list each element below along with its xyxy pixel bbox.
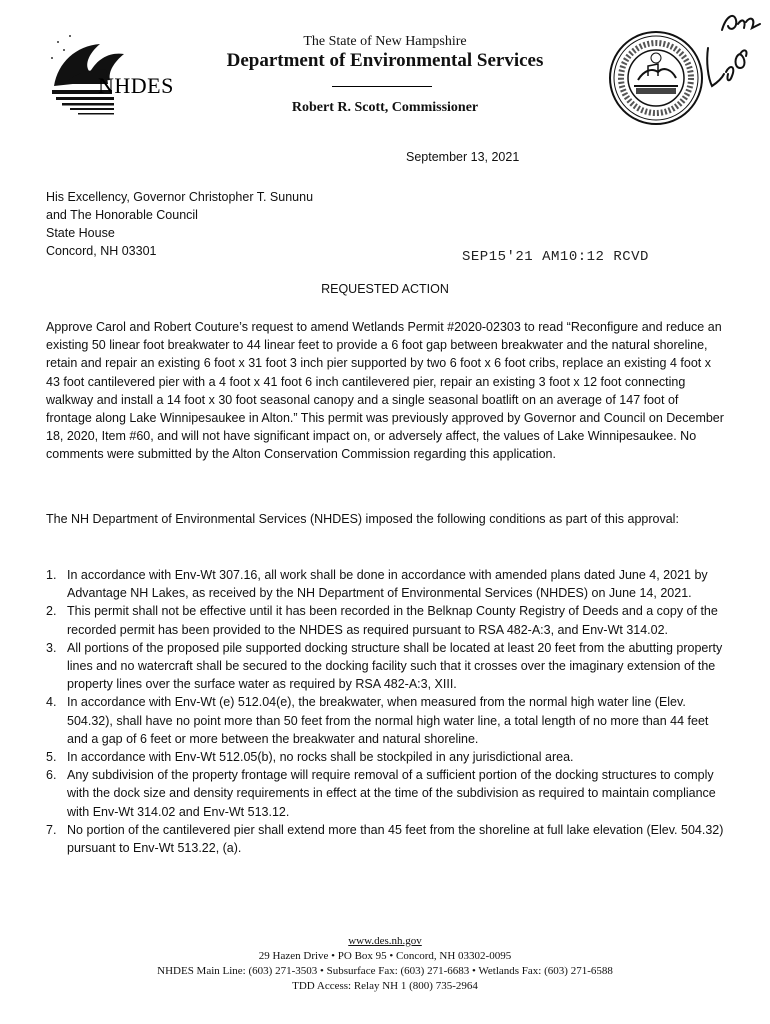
address-line: State House	[46, 226, 115, 240]
received-stamp: SEP15'21 AM10:12 RCVD	[462, 249, 649, 265]
letterhead-state: The State of New Hampshire	[303, 34, 467, 49]
condition-item	[46, 821, 730, 857]
condition-number: 6.	[46, 768, 57, 783]
condition-text: Any subdivision of the property frontage will require removal of a sufficient portion of the docking structures to comply with the dock size and density requirements in effect at the time of the subdivision as required to maintain compliance with Env-Wt 314.02 and Env-Wt 513.12.	[67, 768, 716, 819]
condition-number: 1.	[46, 568, 57, 582]
condition-number: 5.	[46, 750, 57, 765]
letter-date: September 13, 2021	[406, 150, 520, 164]
condition-text: No portion of the cantilevered pier shall extend more than 45 feet from the shoreline at full lake elevation (Elev. 504.32) pursuant to Env-Wt 513.22, (a).	[67, 822, 724, 856]
footer-tdd: TDD Access: Relay NH 1 (800) 735-2964	[292, 980, 478, 992]
condition-number: 7.	[46, 822, 57, 837]
condition-item	[46, 766, 730, 821]
handwriting-icon	[700, 2, 764, 94]
condition-item	[46, 566, 730, 602]
conditions-intro-paragraph: The NH Department of Environmental Services (NHDES) imposed the following conditions as part of this approval:	[46, 512, 679, 526]
condition-number: 2.	[46, 604, 57, 619]
footer-phones: NHDES Main Line: (603) 271-3503 • Subsurface Fax: (603) 271-6683 • Wetlands Fax: (603) 271-6588	[157, 965, 613, 977]
footer-website-link[interactable]: www.des.nh.gov	[348, 935, 422, 947]
condition-text: This permit shall not be effective until it has been recorded in the Belknap County Registry of Deeds and a copy of the recorded permit has been provided to the NHDES as required pursuant to RSA 482-A:3, and Env-Wt 314.02.	[67, 604, 718, 637]
condition-item	[46, 602, 730, 638]
condition-item	[46, 693, 730, 748]
page-footer	[0, 934, 770, 994]
condition-text: All portions of the proposed pile supported docking structure shall be located at least 20 feet from the abutting property lines and no watercraft shall be secured to the docking facility such that it crosses over the imaginary extension of the property lines over the surface water as required by RSA 482-A:3, XIII.	[67, 640, 723, 692]
requested-action-heading: REQUESTED ACTION	[321, 282, 449, 296]
condition-item	[46, 639, 730, 694]
condition-number: 3.	[46, 640, 57, 655]
address-line: His Excellency, Governor Christopher T. Sununu	[46, 190, 314, 204]
footer-address: 29 Hazen Drive • PO Box 95 • Concord, NH 03302-0095	[258, 950, 512, 962]
condition-text: In accordance with Env-Wt 307.16, all work shall be done in accordance with amended plans dated June 4, 2021 by Advantage NH Lakes, as received by the NH Department of Environmental Services (NHDES) on June 14, 2021.	[67, 568, 708, 601]
request-paragraph: Approve Carol and Robert Couture’s request to amend Wetlands Permit #2020-02303 to read “Reconfigure and reduce an existing 50 linear foot breakwater to 44 linear feet to provide a 6 foot gap between breakwater and the natural shoreline, retain and repair an existing 6 foot x 31 foot 3 inch pier supported by two 6 foot x 6 foot cribs, replace an existing 4 foot x 43 foot cantilevered pier with a 4 foot x 41 foot 6 inch cantilevered pier, repair an existing 3 foot x 12 foot connecting walkway and install a 14 foot x 30 foot seasonal canopy and a single seasonal boatlift on an average of 147 foot of frontage along Lake Winnipesaukee in Alton.” This permit was previously approved by Governor and Council on December 18, 2020, Item #60, and will not have significant impact on, or adversely affect, the values of Lake Winnipesaukee. No comments were submitted by the Alton Conservation Commission regarding this application.	[46, 320, 724, 462]
address-line: Concord, NH 03301	[46, 244, 157, 258]
conditions-list	[46, 566, 730, 857]
recipient-address	[46, 188, 313, 260]
letterhead-divider	[332, 86, 432, 87]
address-line: and The Honorable Council	[46, 208, 198, 222]
nhdes-logo-text: NHDES	[98, 73, 174, 98]
condition-text: In accordance with Env-Wt 512.05(b), no rocks shall be stockpiled in any jurisdictional area.	[67, 750, 574, 765]
condition-number: 4.	[46, 695, 57, 710]
condition-item	[46, 748, 730, 766]
state-seal-icon	[608, 30, 704, 126]
letterhead-commissioner: Robert R. Scott, Commissioner	[291, 100, 479, 115]
condition-text: In accordance with Env-Wt (e) 512.04(e), the breakwater, when measured from the normal high water line (Elev. 504.32), shall have no point more than 50 feet from the normal high water line, a total length of no more than 44 feet and a gap of 6 feet or more between the breakwater and natural shoreline.	[67, 695, 709, 746]
letterhead-department: Department of Environmental Services	[226, 50, 544, 71]
state-seal	[608, 30, 704, 126]
handwritten-annotation	[700, 2, 764, 94]
